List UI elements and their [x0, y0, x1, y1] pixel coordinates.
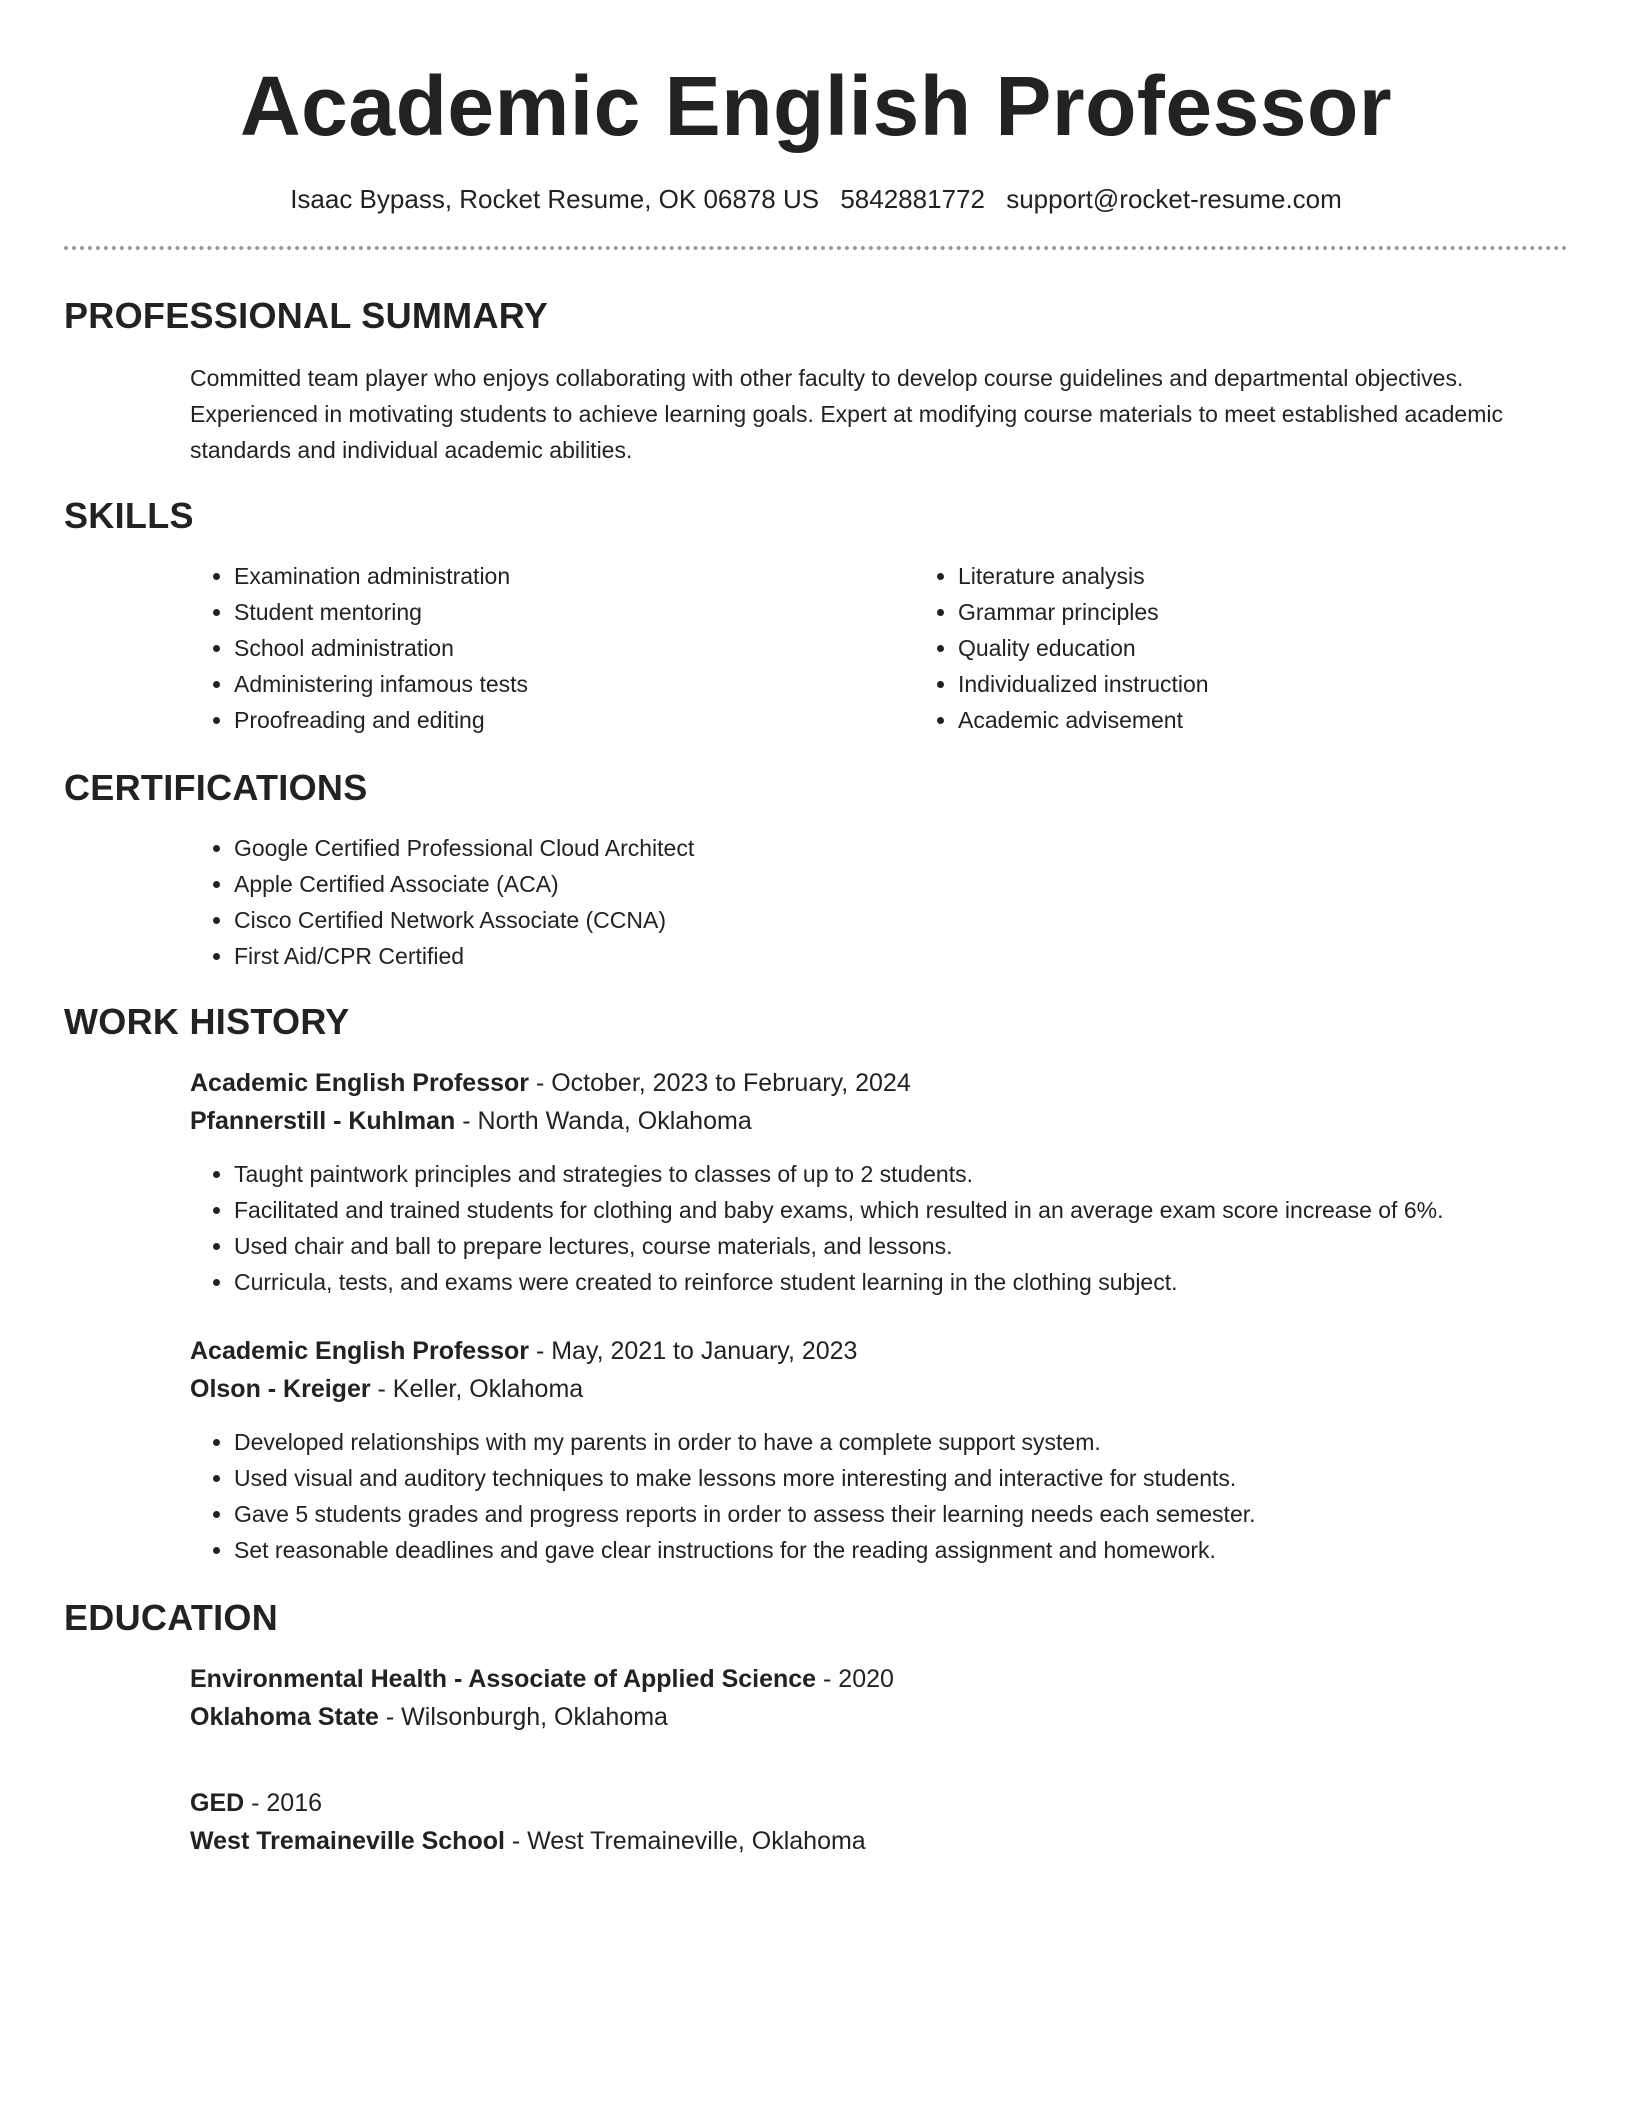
- skill-item: • Student mentoring: [234, 594, 914, 630]
- job-title-line: [190, 1064, 1548, 1102]
- job-entry: [190, 1064, 1548, 1300]
- certification-item: • First Aid/CPR Certified: [234, 938, 1548, 974]
- job-location: - North Wanda, Oklahoma: [455, 1107, 752, 1135]
- certification-item: • Cisco Certified Network Associate (CCNA): [234, 902, 1548, 938]
- job-bullet: • Taught paintwork principles and strategies to classes of up to 2 students.: [234, 1156, 1548, 1192]
- education-location: - West Tremaineville, Oklahoma: [504, 1827, 866, 1855]
- section-heading-summary: PROFESSIONAL SUMMARY: [64, 295, 549, 336]
- education-degree-line: [190, 1660, 1548, 1698]
- job-bullet: • Developed relationships with my parents in order to have a complete support system.: [234, 1424, 1548, 1460]
- skills-list-right: [914, 558, 1632, 738]
- job-bullet: • Facilitated and trained students for clothing and baby exams, which resulted in an average exam score increase of 6%.: [234, 1192, 1548, 1228]
- job-dates: - October, 2023 to February, 2024: [529, 1069, 911, 1097]
- header-divider: [64, 246, 1568, 250]
- skill-item: • Quality education: [958, 630, 1632, 666]
- section-heading-work-history: WORK HISTORY: [64, 1001, 350, 1042]
- skill-item: • Proofreading and editing: [234, 702, 914, 738]
- resume-title: Academic English Professor: [239, 59, 1393, 153]
- job-title: Academic English Professor: [190, 1337, 530, 1365]
- section-heading-skills: SKILLS: [64, 495, 194, 536]
- education-school: West Tremaineville School: [190, 1827, 505, 1855]
- job-location: - Keller, Oklahoma: [370, 1375, 584, 1403]
- section-work-history: [64, 1000, 1568, 1568]
- job-bullets: [190, 1156, 1548, 1300]
- contact-email: support@rocket-resume.com: [1006, 184, 1342, 214]
- contact-line: [64, 182, 1568, 216]
- section-skills: [64, 494, 1568, 738]
- education-school: Oklahoma State: [190, 1703, 379, 1731]
- education-location: - Wilsonburgh, Oklahoma: [378, 1703, 668, 1731]
- education-school-line: [190, 1822, 1548, 1860]
- job-dates: - May, 2021 to January, 2023: [529, 1337, 858, 1365]
- skills-list-left: [190, 558, 914, 738]
- education-year: - 2016: [244, 1789, 323, 1817]
- summary-text: Committed team player who enjoys collaborating with other faculty to develop course guidelines and departmental objectives. Experienced in motivating students to achieve learning goals. Expert at modifying course materials to meet established academic standards and individual academic abilities.: [190, 365, 1503, 463]
- job-bullet: • Set reasonable deadlines and gave clear instructions for the reading assignment and homework.: [234, 1532, 1548, 1568]
- job-employer-line: [190, 1370, 1548, 1408]
- job-employer: Olson - Kreiger: [190, 1375, 371, 1403]
- contact-address: Isaac Bypass, Rocket Resume, OK 06878 US: [290, 184, 820, 214]
- job-bullet: • Used chair and ball to prepare lectures, course materials, and lessons.: [234, 1228, 1548, 1264]
- education-degree: Environmental Health - Associate of Applied Science: [190, 1665, 817, 1693]
- education-entry: [190, 1660, 1548, 1736]
- education-year: - 2020: [816, 1665, 894, 1693]
- section-education: [64, 1596, 1568, 1860]
- skill-item: • Grammar principles: [958, 594, 1632, 630]
- education-degree-line: [190, 1784, 1548, 1822]
- job-bullet: • Curricula, tests, and exams were created to reinforce student learning in the clothing subject.: [234, 1264, 1548, 1300]
- job-title-line: [190, 1332, 1548, 1370]
- education-entry: [190, 1784, 1548, 1860]
- section-heading-education: EDUCATION: [64, 1597, 279, 1638]
- section-heading-certifications: CERTIFICATIONS: [64, 767, 368, 808]
- job-bullet: • Gave 5 students grades and progress reports in order to assess their learning needs each semester.: [234, 1496, 1548, 1532]
- skill-item: • Literature analysis: [958, 558, 1632, 594]
- skill-item: • School administration: [234, 630, 914, 666]
- job-entry: [190, 1332, 1548, 1568]
- skill-item: • Administering infamous tests: [234, 666, 914, 702]
- section-certifications: [64, 766, 1568, 974]
- job-bullet: • Used visual and auditory techniques to make lessons more interesting and interactive for students.: [234, 1460, 1548, 1496]
- skill-item: • Academic advisement: [958, 702, 1632, 738]
- certifications-list: [190, 830, 1548, 974]
- certification-item: • Apple Certified Associate (ACA): [234, 866, 1548, 902]
- job-bullets: [190, 1424, 1548, 1568]
- job-employer: Pfannerstill - Kuhlman: [190, 1107, 456, 1135]
- job-title: Academic English Professor: [190, 1069, 530, 1097]
- education-degree: GED: [190, 1789, 245, 1817]
- job-employer-line: [190, 1102, 1548, 1140]
- skill-item: • Examination administration: [234, 558, 914, 594]
- section-professional-summary: [64, 294, 1568, 468]
- skill-item: • Individualized instruction: [958, 666, 1632, 702]
- contact-phone: 5842881772: [840, 184, 985, 214]
- certification-item: • Google Certified Professional Cloud Architect: [234, 830, 1548, 866]
- education-school-line: [190, 1698, 1548, 1736]
